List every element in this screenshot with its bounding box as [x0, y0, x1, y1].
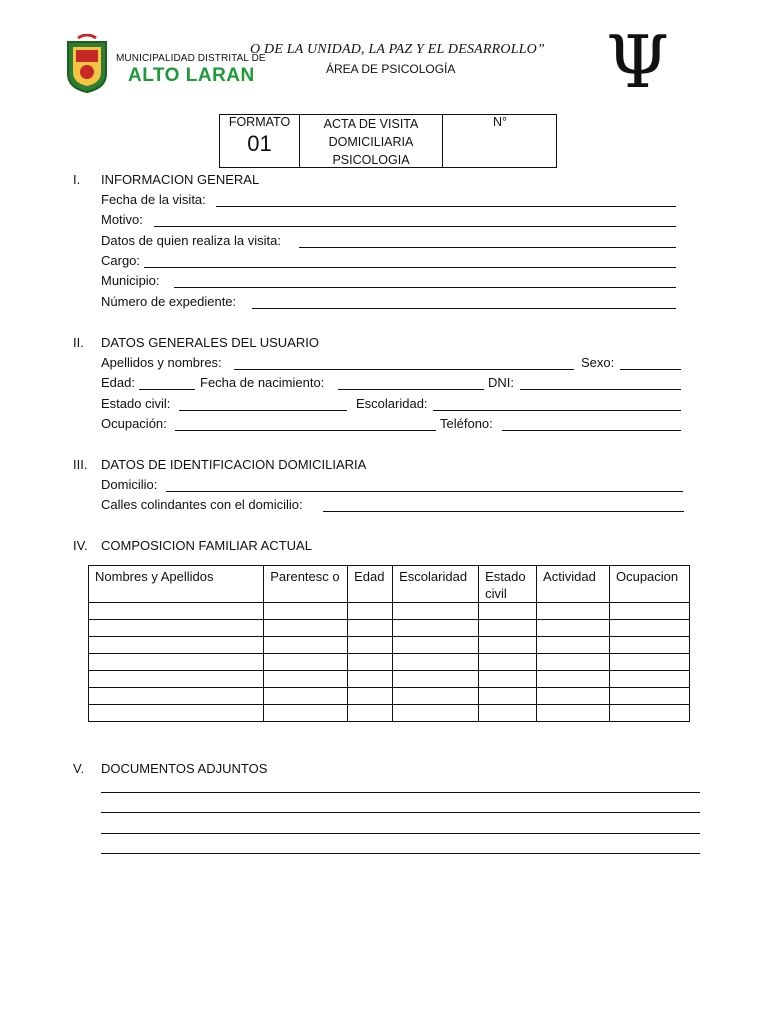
table-cell[interactable] — [89, 688, 264, 705]
occupation-label: Ocupación: — [101, 416, 167, 431]
reason-field[interactable] — [101, 212, 143, 227]
field-label: Número de expediente: — [101, 294, 237, 309]
table-cell[interactable] — [89, 654, 264, 671]
table-header-row — [89, 566, 690, 603]
section-number: V. — [73, 761, 85, 776]
adjacent-streets-line[interactable] — [323, 511, 684, 512]
column-header: Ocupacion — [609, 566, 689, 603]
table-cell[interactable] — [393, 603, 479, 620]
table-row — [89, 688, 690, 705]
table-cell[interactable] — [537, 705, 610, 722]
table-cell[interactable] — [479, 671, 537, 688]
birth-date-line[interactable] — [338, 389, 484, 390]
field-label: Municipio: — [101, 273, 160, 288]
department-title: ÁREA DE PSICOLOGÍA — [326, 62, 456, 76]
dni-label: DNI: — [488, 375, 514, 390]
table-cell[interactable] — [609, 705, 689, 722]
education-label: Escolaridad: — [356, 396, 428, 411]
table-cell[interactable] — [537, 603, 610, 620]
table-cell[interactable] — [348, 671, 393, 688]
table-cell[interactable] — [393, 637, 479, 654]
table-cell[interactable] — [393, 671, 479, 688]
marital-status-label: Estado civil: — [101, 396, 171, 411]
position-line[interactable] — [144, 267, 676, 268]
section-number: II. — [73, 335, 84, 350]
table-cell[interactable] — [348, 705, 393, 722]
address-line[interactable] — [166, 491, 683, 492]
table-cell[interactable] — [264, 705, 348, 722]
full-name-label: Apellidos y nombres: — [101, 355, 222, 370]
table-cell[interactable] — [264, 688, 348, 705]
attachments-line[interactable] — [101, 833, 700, 834]
visitor-data-field[interactable] — [101, 233, 281, 248]
format-label: FORMATO — [228, 115, 291, 129]
visit-date-line[interactable] — [216, 206, 676, 207]
phone-label: Teléfono: — [440, 416, 493, 431]
age-label: Edad: — [101, 375, 135, 390]
sex-line[interactable] — [620, 369, 681, 370]
table-cell[interactable] — [537, 637, 610, 654]
table-cell[interactable] — [89, 637, 264, 654]
column-header: Parentesc o — [264, 566, 348, 603]
table-cell[interactable] — [537, 688, 610, 705]
adjacent-streets-label: Calles colindantes con el domicilio: — [101, 497, 303, 512]
format-cell — [220, 115, 300, 167]
file-number-line[interactable] — [252, 308, 676, 309]
year-motto: O DE LA UNIDAD, LA PAZ Y EL DESARROLLO” — [250, 42, 545, 57]
address-label: Domicilio: — [101, 477, 158, 492]
section-title: COMPOSICION FAMILIAR ACTUAL — [101, 538, 312, 553]
sex-label: Sexo: — [581, 355, 615, 370]
field-label: Datos de quien realiza la visita: — [101, 233, 281, 248]
table-cell[interactable] — [264, 620, 348, 637]
field-label: Motivo: — [101, 212, 143, 227]
table-cell[interactable] — [348, 637, 393, 654]
attachments-line[interactable] — [101, 792, 700, 793]
table-cell[interactable] — [264, 654, 348, 671]
dni-line[interactable] — [520, 389, 681, 390]
form-title-line2: DOMICILIARIA — [328, 135, 414, 149]
table-cell[interactable] — [537, 654, 610, 671]
section-title: DATOS DE IDENTIFICACION DOMICILIARIA — [101, 457, 367, 472]
municipality-name: MUNICIPALIDAD DISTRITAL DE — [116, 53, 266, 64]
section-number: I. — [73, 172, 81, 187]
section-number: III. — [73, 457, 88, 472]
table-cell[interactable] — [393, 620, 479, 637]
file-number-field[interactable] — [101, 294, 236, 309]
table-cell[interactable] — [537, 671, 610, 688]
table-cell[interactable] — [348, 688, 393, 705]
column-header: Edad — [348, 566, 393, 603]
table-cell[interactable] — [393, 688, 479, 705]
table-cell[interactable] — [479, 620, 537, 637]
table-cell[interactable] — [264, 671, 348, 688]
table-cell[interactable] — [393, 705, 479, 722]
municipality-district: ALTO LARAN — [128, 65, 255, 86]
visitor-data-line[interactable] — [299, 247, 676, 248]
table-cell[interactable] — [479, 603, 537, 620]
table-cell[interactable] — [393, 654, 479, 671]
form-title-line1: ACTA DE VISITA — [323, 117, 419, 131]
column-header: Estado civil — [479, 566, 537, 603]
reason-line[interactable] — [154, 226, 676, 227]
education-line[interactable] — [433, 410, 681, 411]
table-row — [89, 705, 690, 722]
table-row — [89, 620, 690, 637]
table-cell[interactable] — [609, 671, 689, 688]
table-cell[interactable] — [479, 705, 537, 722]
format-box — [219, 114, 557, 168]
table-row — [89, 671, 690, 688]
municipality-crest-logo — [64, 34, 110, 94]
number-label: N° — [492, 115, 508, 129]
field-label: Fecha de la visita: — [101, 192, 206, 207]
table-cell[interactable] — [264, 637, 348, 654]
form-title-line3: PSICOLOGIA — [332, 153, 410, 167]
table-cell[interactable] — [89, 603, 264, 620]
table-cell[interactable] — [89, 671, 264, 688]
attachments-line[interactable] — [101, 812, 700, 813]
occupation-line[interactable] — [175, 430, 436, 431]
table-cell[interactable] — [348, 654, 393, 671]
table-row — [89, 603, 690, 620]
phone-line[interactable] — [502, 430, 681, 431]
table-row — [89, 654, 690, 671]
table-cell[interactable] — [264, 603, 348, 620]
section-title: DOCUMENTOS ADJUNTOS — [101, 761, 268, 776]
table-row — [89, 637, 690, 654]
psi-logo: Ψ — [606, 20, 670, 104]
full-name-line[interactable] — [234, 369, 574, 370]
table-cell[interactable] — [479, 654, 537, 671]
table-cell[interactable] — [609, 637, 689, 654]
table-cell[interactable] — [348, 620, 393, 637]
number-cell — [443, 115, 557, 167]
table-cell[interactable] — [479, 637, 537, 654]
attachments-line[interactable] — [101, 853, 700, 854]
format-number: 01 — [247, 131, 272, 156]
position-field[interactable] — [101, 253, 140, 268]
section-title: INFORMACION GENERAL — [101, 172, 260, 187]
municipality-field[interactable] — [101, 273, 160, 288]
table-cell[interactable] — [348, 603, 393, 620]
table-cell[interactable] — [609, 620, 689, 637]
table-cell[interactable] — [537, 620, 610, 637]
table-cell[interactable] — [89, 620, 264, 637]
municipality-line[interactable] — [174, 287, 676, 288]
section-title: DATOS GENERALES DEL USUARIO — [101, 335, 319, 350]
age-line[interactable] — [139, 389, 195, 390]
table-cell[interactable] — [479, 688, 537, 705]
marital-status-line[interactable] — [179, 410, 347, 411]
birth-date-label: Fecha de nacimiento: — [200, 375, 325, 390]
family-composition-table — [88, 565, 690, 722]
form-title-cell — [300, 115, 443, 167]
visit-date-field[interactable] — [101, 192, 206, 207]
table-cell[interactable] — [609, 688, 689, 705]
field-label: Cargo: — [101, 253, 141, 268]
column-header: Nombres y Apellidos — [89, 566, 264, 603]
table-cell[interactable] — [609, 654, 689, 671]
column-header: Escolaridad — [393, 566, 479, 603]
table-cell[interactable] — [89, 705, 264, 722]
section-number: IV. — [73, 538, 88, 553]
column-header: Actividad — [537, 566, 610, 603]
table-cell[interactable] — [609, 603, 689, 620]
